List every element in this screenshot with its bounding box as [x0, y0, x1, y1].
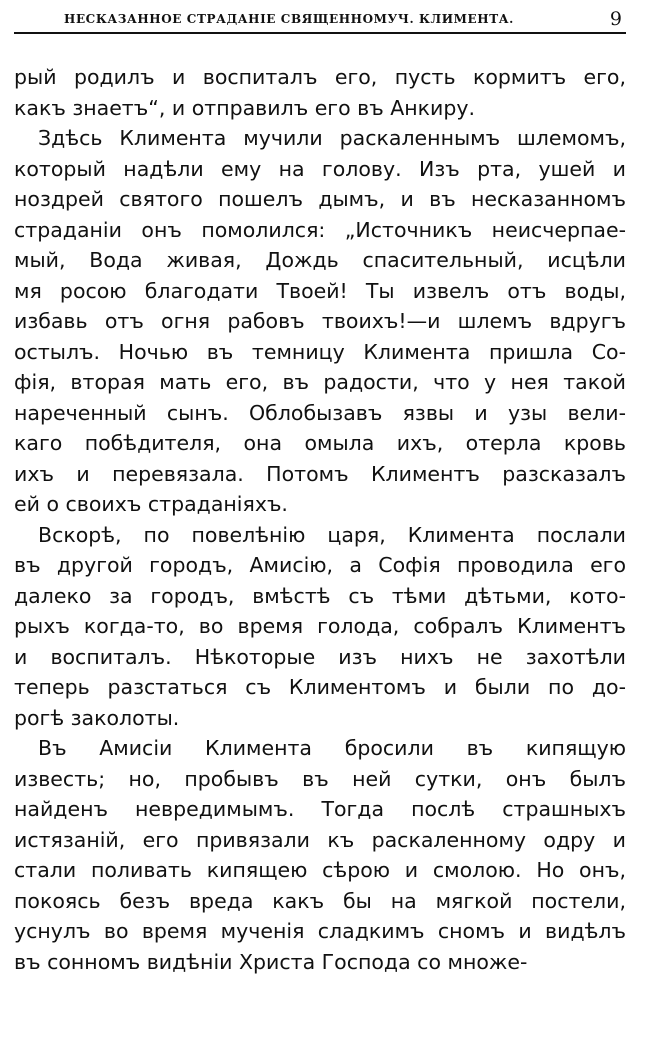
- paragraph: [14, 123, 626, 520]
- text-line: ей о своихъ страданіяхъ.: [14, 492, 288, 516]
- text-line: страданіи онъ помолился: „Источникъ неисчерпае-: [14, 217, 626, 242]
- text-line: мый, Вода живая, Дождь спасительный, исцѣли: [14, 248, 626, 272]
- text-line: ихъ и перевязала. Потомъ Климентъ разсказалъ: [14, 461, 626, 486]
- running-title: НЕСКАЗАННОЕ СТРАДАНІЕ СВЯЩЕННОМУЧ. КЛИМЕНТА.: [64, 12, 514, 26]
- text-line: теперь разстаться съ Климентомъ и были по до-: [14, 675, 626, 699]
- text-line: найденъ невредимымъ. Тогда послѣ страшныхъ: [14, 797, 626, 821]
- paragraph: [14, 520, 626, 734]
- text-line: рогѣ заколоты.: [14, 705, 180, 730]
- text-line: покоясь безъ вреда какъ бы на мягкой постели,: [14, 888, 626, 913]
- text-line: рый родилъ и воспиталъ его, пусть кормитъ его,: [14, 65, 626, 89]
- text-line: который надѣли ему на голову. Изъ рта, ушей и: [14, 156, 626, 181]
- running-header: [14, 8, 626, 34]
- body-text: [14, 62, 626, 977]
- text-line: нареченный сынъ. Облобызавъ язвы и узы вели-: [14, 400, 626, 425]
- text-line: известь; но, пробывъ въ ней сутки, онъ былъ: [14, 766, 626, 791]
- text-line: остылъ. Ночью въ темницу Климента пришла Со-: [14, 339, 626, 364]
- text-line: далеко за городъ, вмѣстѣ съ тѣми дѣтьми, кото-: [14, 583, 626, 608]
- text-line: Здѣсь Климента мучили раскаленнымъ шлемомъ,: [38, 126, 626, 150]
- text-line: и воспиталъ. Нѣкоторые изъ нихъ не захотѣли: [14, 644, 626, 669]
- text-line: въ другой городъ, Амисію, а Софія проводила его: [14, 553, 626, 577]
- text-line: мя росою благодати Твоей! Ты извелъ отъ воды,: [14, 278, 626, 303]
- text-line: уснулъ во время мученія сладкимъ сномъ и видѣлъ: [14, 919, 626, 943]
- text-line: истязаній, его привязали къ раскаленному одру и: [14, 827, 626, 852]
- paragraph: [14, 733, 626, 977]
- page-number: 9: [609, 8, 622, 30]
- text-line: Въ Амисіи Климента бросили въ кипящую: [38, 736, 626, 760]
- text-line: фія, вторая мать его, въ радости, что у нея такой: [14, 370, 626, 394]
- text-line: стали поливать кипящею сѣрою и смолою. Но онъ,: [14, 858, 626, 882]
- text-line: въ сонномъ видѣніи Христа Господа со множе-: [14, 949, 528, 974]
- paragraph: [14, 62, 626, 123]
- text-line: какъ знаетъ“, и отправилъ его въ Анкиру.: [14, 95, 476, 120]
- text-line: избавь отъ огня рабовъ твоихъ!—и шлемъ вдругъ: [14, 309, 626, 333]
- text-line: ноздрей святого пошелъ дымъ, и въ несказанномъ: [14, 187, 626, 211]
- text-line: каго побѣдителя, она омыла ихъ, отерла кровь: [14, 431, 626, 455]
- text-line: рыхъ когда-то, во время голода, собралъ Климентъ: [14, 614, 626, 638]
- text-line: Вскорѣ, по повелѣнію царя, Климента послали: [38, 522, 626, 547]
